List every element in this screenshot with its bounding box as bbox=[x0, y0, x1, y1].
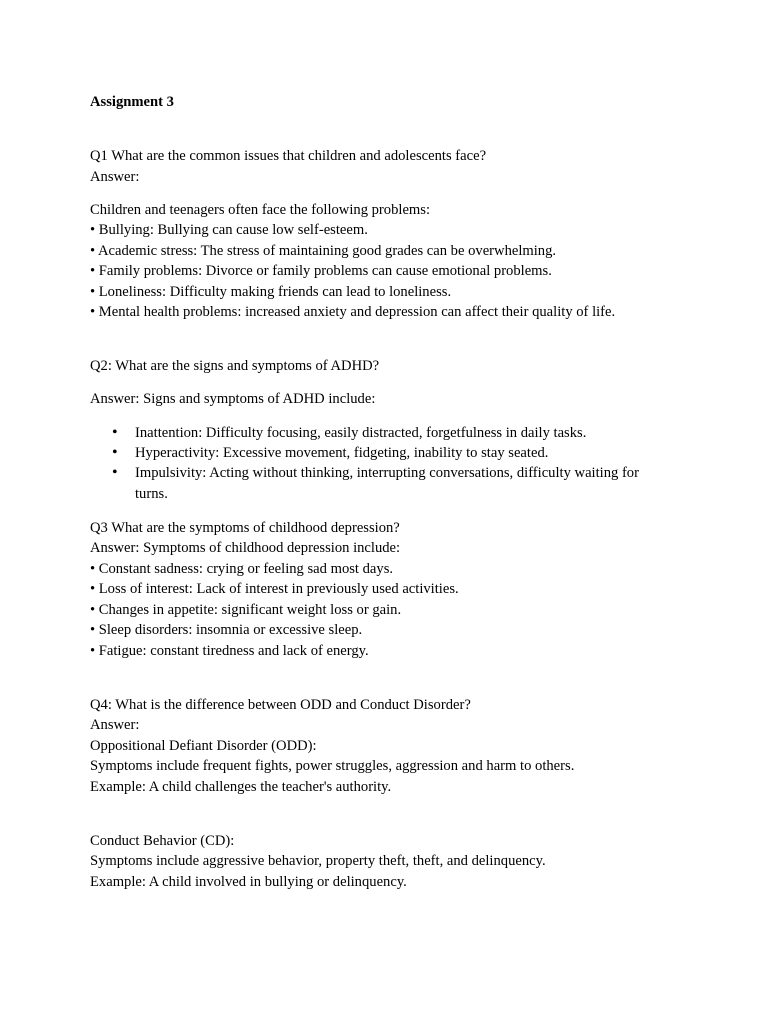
bullet-icon: • bbox=[112, 464, 118, 481]
q1-list-item: • Family problems: Divorce or family problems can cause emotional problems. bbox=[90, 263, 552, 279]
q3-question: Q3 What are the symptoms of childhood depression? bbox=[90, 520, 400, 536]
odd-heading: Oppositional Defiant Disorder (ODD): bbox=[90, 738, 317, 754]
q3-list-item: • Sleep disorders: insomnia or excessive sleep. bbox=[90, 622, 363, 638]
q1-intro: Children and teenagers often face the following problems: bbox=[90, 202, 431, 218]
cd-example: Example: A child involved in bullying or delinquency. bbox=[90, 874, 407, 890]
q3-list-item: • Loss of interest: Lack of interest in previously used activities. bbox=[90, 581, 459, 597]
cd-heading: Conduct Behavior (CD): bbox=[90, 833, 235, 849]
bullet-icon: • bbox=[112, 444, 118, 461]
q2-list-item: Hyperactivity: Excessive movement, fidgeting, inability to stay seated. bbox=[135, 445, 549, 461]
q3-list-item: • Changes in appetite: significant weight loss or gain. bbox=[90, 602, 402, 618]
q3-list-item: • Fatigue: constant tiredness and lack of energy. bbox=[90, 643, 369, 659]
q1-list-item: • Mental health problems: increased anxiety and depression can affect their quality of life. bbox=[90, 304, 616, 320]
q4-answer-label: Answer: bbox=[90, 717, 140, 733]
q3-answer: Answer: Symptoms of childhood depression include: bbox=[90, 540, 401, 556]
q1-list-item: • Academic stress: The stress of maintaining good grades can be overwhelming. bbox=[90, 243, 557, 259]
q2-question: Q2: What are the signs and symptoms of ADHD? bbox=[90, 358, 380, 374]
q4-question: Q4: What is the difference between ODD and Conduct Disorder? bbox=[90, 697, 471, 713]
q3-list-item: • Constant sadness: crying or feeling sad most days. bbox=[90, 561, 394, 577]
q1-list-item: • Loneliness: Difficulty making friends can lead to loneliness. bbox=[90, 284, 452, 300]
odd-symptoms: Symptoms include frequent fights, power struggles, aggression and harm to others. bbox=[90, 758, 575, 774]
q1-answer-label: Answer: bbox=[90, 169, 140, 185]
document-title: Assignment 3 bbox=[90, 94, 174, 110]
odd-example: Example: A child challenges the teacher's authority. bbox=[90, 779, 392, 795]
q1-question: Q1 What are the common issues that children and adolescents face? bbox=[90, 148, 487, 164]
bullet-icon: • bbox=[112, 424, 118, 441]
cd-symptoms: Symptoms include aggressive behavior, property theft, theft, and delinquency. bbox=[90, 853, 546, 869]
q1-list-item: • Bullying: Bullying can cause low self-esteem. bbox=[90, 222, 368, 238]
q2-list-item-continuation: turns. bbox=[135, 486, 168, 502]
q2-answer: Answer: Signs and symptoms of ADHD include: bbox=[90, 391, 376, 407]
q2-list-item: Impulsivity: Acting without thinking, interrupting conversations, difficulty waiting for bbox=[135, 465, 639, 481]
q2-list-item: Inattention: Difficulty focusing, easily distracted, forgetfulness in daily tasks. bbox=[135, 425, 587, 441]
